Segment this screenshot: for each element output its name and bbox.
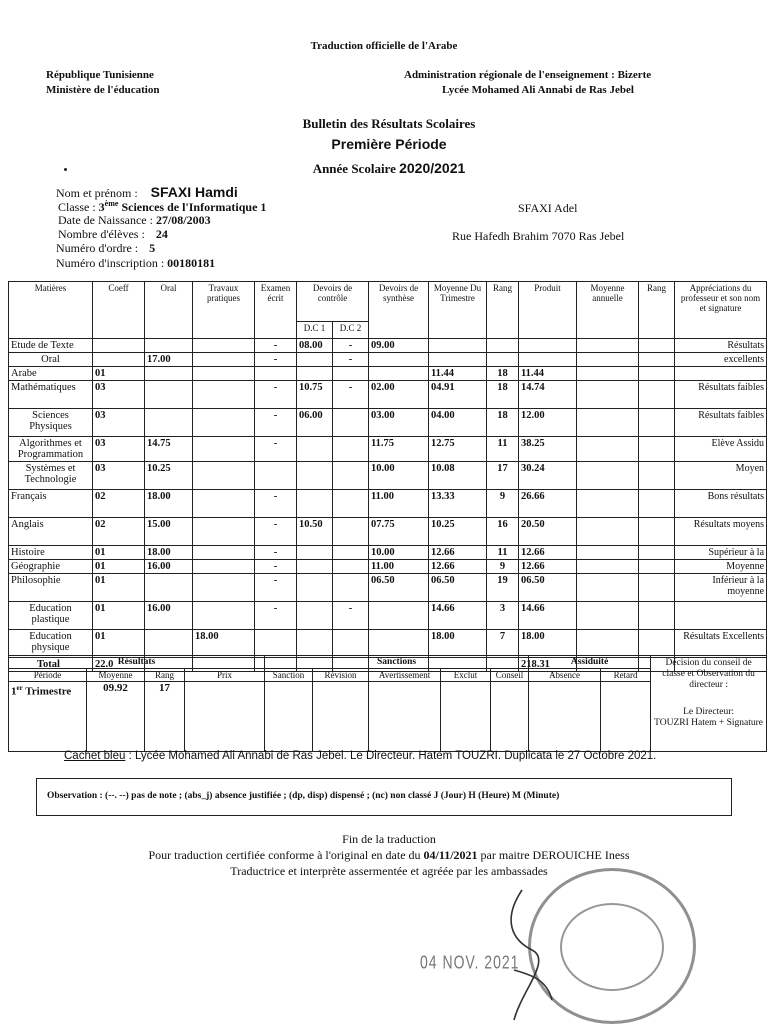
cell-rang: 9 (487, 560, 519, 574)
table-row (9, 353, 767, 367)
header-oral: Oral (145, 282, 193, 339)
cell-rang: 9 (487, 490, 519, 518)
certification-text-b: par maitre DEROUICHE Iness (477, 848, 630, 862)
lycee-label: Lycée Mohamed Ali Annabi de Ras Jebel (442, 84, 634, 96)
cell-empty (577, 437, 639, 462)
cell-oral: 18.00 (145, 546, 193, 560)
decision-label: Décision du conseil de classe et Observation du directeur : (662, 658, 755, 690)
class-num: 3 (98, 200, 105, 214)
cell-prod: 14.66 (519, 602, 577, 630)
cell-dc1 (297, 490, 333, 518)
cell-empty (577, 462, 639, 490)
cell-oral: 16.00 (145, 560, 193, 574)
cell-rang (487, 353, 519, 367)
cell-dc1: 10.75 (297, 381, 333, 409)
cell-ds: 11.75 (369, 437, 429, 462)
cell-dc2 (333, 462, 369, 490)
cell-moy (429, 339, 487, 353)
subject-name: Systèmes et Technologie (9, 462, 93, 490)
cell-moy: 18.00 (429, 630, 487, 658)
dot-mark (64, 168, 67, 171)
cell-appreciation: Bons résultats (675, 490, 767, 518)
cell-appreciation: Elève Assidu (675, 437, 767, 462)
inscription-value: 00180181 (167, 256, 216, 270)
cell-moy: 12.75 (429, 437, 487, 462)
header-moyenne-annuelle: Moyenne annuelle (577, 282, 639, 339)
cell-empty (639, 462, 675, 490)
decision-cell (651, 656, 767, 752)
name-label: Nom et prénom : (56, 186, 138, 200)
cell-ds: 06.50 (369, 574, 429, 602)
rang-header: Rang (145, 669, 185, 682)
cell-empty (639, 518, 675, 546)
school-year-label: Année Scolaire (312, 161, 396, 176)
school-year (0, 160, 768, 177)
cell-coeff: 01 (93, 602, 145, 630)
exclut-header: Exclut (441, 669, 491, 682)
cell-appreciation: Résultats (675, 339, 767, 353)
republic-label: République Tunisienne (46, 69, 154, 81)
cell-moy: 10.25 (429, 518, 487, 546)
cell-moy: 11.44 (429, 367, 487, 381)
cell-empty (577, 381, 639, 409)
cell-empty (577, 353, 639, 367)
cell-tp (193, 602, 255, 630)
cell-ds: 11.00 (369, 490, 429, 518)
document-title: Traduction officielle de l'Arabe (310, 40, 458, 52)
cell-empty (639, 367, 675, 381)
cell-oral: 16.00 (145, 602, 193, 630)
cell-exam: - (255, 437, 297, 462)
cell-ds: 10.00 (369, 546, 429, 560)
school-year-value: 2020/2021 (399, 160, 466, 176)
parent-name: SFAXI Adel (518, 201, 578, 215)
cell-empty (639, 630, 675, 658)
moyenne-value: 09.92 (87, 682, 145, 752)
translator-stamp-inner (560, 903, 664, 991)
cell-ds: 11.00 (369, 560, 429, 574)
header-rang-annuel: Rang (639, 282, 675, 339)
directeur-name: TOUZRI Hatem + Signature (654, 718, 764, 728)
cell-oral: 18.00 (145, 490, 193, 518)
cell-dc1 (297, 546, 333, 560)
table-row (9, 381, 767, 409)
cell-appreciation: Moyenne (675, 560, 767, 574)
table-row (9, 560, 767, 574)
student-order (56, 241, 155, 256)
certification-date: 04/11/2021 (423, 848, 478, 862)
cell-dc2 (333, 409, 369, 437)
cell-coeff: 03 (93, 409, 145, 437)
cell-moy: 06.50 (429, 574, 487, 602)
header-matieres: Matières (9, 282, 93, 339)
sanctions-header: Sanctions (265, 656, 529, 669)
date-stamp: 04 NOV. 2021 (420, 951, 520, 973)
table-row (9, 546, 767, 560)
observation-box (36, 778, 732, 816)
cell-moy: 12.66 (429, 546, 487, 560)
cell-appreciation: Résultats faibles (675, 409, 767, 437)
table-row (9, 630, 767, 658)
cell-dc1 (297, 462, 333, 490)
cell-oral: 17.00 (145, 353, 193, 367)
periode-header: Période (9, 669, 87, 682)
cachet-line (64, 750, 656, 762)
cell-coeff: 03 (93, 381, 145, 409)
table-row (9, 602, 767, 630)
subject-name: Sciences Physiques (9, 409, 93, 437)
ministry-label: Ministère de l'éducation (46, 84, 160, 96)
cell-empty (639, 437, 675, 462)
cell-empty (639, 574, 675, 602)
header-moyenne-trimestre: Moyenne Du Trimestre (429, 282, 487, 339)
cell-dc2: - (333, 381, 369, 409)
cell-exam (255, 462, 297, 490)
cell-dc1: 06.00 (297, 409, 333, 437)
cell-appreciation: Inférieur à la moyenne (675, 574, 767, 602)
subject-name: Etude de Texte (9, 339, 93, 353)
trimestre-sup: er (16, 684, 23, 692)
total-produit: 218.31 (519, 658, 577, 672)
header-appreciations: Appréciations du professeur et son nom et signature (675, 282, 767, 339)
cell-moy (429, 353, 487, 367)
cell-ds (369, 630, 429, 658)
cell-prod: 11.44 (519, 367, 577, 381)
cell-rang: 3 (487, 602, 519, 630)
total-label: Total (9, 658, 93, 672)
cell-empty (639, 490, 675, 518)
cell-ds: 10.00 (369, 462, 429, 490)
cell-coeff (93, 339, 145, 353)
cell-prod: 14.74 (519, 381, 577, 409)
cell-tp: 18.00 (193, 630, 255, 658)
subject-name: Education plastique (9, 602, 93, 630)
inscription-label: Numéro d'inscription : (56, 256, 165, 270)
cell-rang: 7 (487, 630, 519, 658)
absence-header: Absence (529, 669, 601, 682)
cell-dc2 (333, 490, 369, 518)
cell-dc1 (297, 630, 333, 658)
cell-moy: 04.00 (429, 409, 487, 437)
cell-coeff: 01 (93, 574, 145, 602)
cell-dc1 (297, 560, 333, 574)
cell-empty (639, 339, 675, 353)
cell-oral: 15.00 (145, 518, 193, 546)
cell-rang: 18 (487, 367, 519, 381)
cell-coeff: 01 (93, 630, 145, 658)
cell-empty (577, 339, 639, 353)
conseil-header: Conseil (491, 669, 529, 682)
cell-prod (519, 353, 577, 367)
cachet-label: Cachet bleu (64, 750, 126, 762)
cell-tp (193, 490, 255, 518)
order-label: Numéro d'ordre : (56, 241, 139, 255)
header-examen: Examen écrit (255, 282, 297, 339)
grades-body (9, 339, 767, 658)
translator-line: Traductrice et interprète assermentée et agréée par les ambassades (230, 864, 548, 878)
cell-appreciation: Résultats Excellents (675, 630, 767, 658)
cell-ds: 03.00 (369, 409, 429, 437)
cell-empty (577, 574, 639, 602)
administration-label: Administration régionale de l'enseignement : Bizerte (404, 69, 652, 81)
pupils-value: 24 (155, 227, 168, 241)
order-value: 5 (149, 241, 156, 255)
cell-tp (193, 462, 255, 490)
trimestre-word: Trimestre (25, 685, 72, 698)
cell-prod: 26.66 (519, 490, 577, 518)
cell-ds (369, 602, 429, 630)
cell-dc1 (297, 437, 333, 462)
directeur-label: Le Directeur: (683, 707, 735, 717)
cell-rang: 19 (487, 574, 519, 602)
prix-header: Prix (185, 669, 265, 682)
cell-oral (145, 409, 193, 437)
cell-ds: 02.00 (369, 381, 429, 409)
cell-tp (193, 367, 255, 381)
table-row (9, 437, 767, 462)
student-birth (58, 213, 211, 228)
cell-rang: 18 (487, 381, 519, 409)
cell-empty (577, 367, 639, 381)
sanction-header: Sanction (265, 669, 313, 682)
moyenne-header: Moyenne (87, 669, 145, 682)
cell-dc2 (333, 560, 369, 574)
cell-prod: 20.50 (519, 518, 577, 546)
cell-prod: 30.24 (519, 462, 577, 490)
cell-rang: 17 (487, 462, 519, 490)
certification-text-a: Pour traduction certifiée conforme à l'original en date du (148, 848, 424, 862)
period-title: Première Période (331, 136, 447, 152)
cell-tp (193, 574, 255, 602)
cell-exam: - (255, 490, 297, 518)
cell-appreciation: Supérieur à la (675, 546, 767, 560)
cell-empty (577, 518, 639, 546)
cell-appreciation (675, 367, 767, 381)
cell-empty (577, 490, 639, 518)
cell-empty (639, 602, 675, 630)
cell-exam: - (255, 546, 297, 560)
cell-dc2 (333, 367, 369, 381)
cell-rang: 18 (487, 409, 519, 437)
student-pupils (58, 227, 168, 242)
table-row (9, 574, 767, 602)
cell-dc1: 10.50 (297, 518, 333, 546)
cell-empty (577, 546, 639, 560)
cell-exam: - (255, 409, 297, 437)
header-dc1: D.C 1 (297, 322, 333, 339)
cell-rang: 11 (487, 437, 519, 462)
cell-dc2: - (333, 353, 369, 367)
cell-coeff: 02 (93, 490, 145, 518)
cell-dc1: 08.00 (297, 339, 333, 353)
name-value: SFAXI Hamdi (150, 184, 238, 200)
table-row (9, 462, 767, 490)
table-row (9, 409, 767, 437)
cell-dc1 (297, 367, 333, 381)
cell-appreciation: Résultats moyens (675, 518, 767, 546)
subject-name: Algorithmes et Programmation (9, 437, 93, 462)
cell-empty (639, 546, 675, 560)
header-devoirs-controle: Devoirs de contrôle (297, 282, 369, 322)
cell-dc2 (333, 437, 369, 462)
cell-exam: - (255, 339, 297, 353)
cell-dc1 (297, 574, 333, 602)
cell-exam (255, 630, 297, 658)
table-row (9, 339, 767, 353)
revision-header: Révision (313, 669, 369, 682)
cell-coeff: 01 (93, 560, 145, 574)
cell-tp (193, 518, 255, 546)
cell-exam (255, 367, 297, 381)
subject-name: Géographie (9, 560, 93, 574)
header-travaux: Travaux pratiques (193, 282, 255, 339)
cell-empty (577, 602, 639, 630)
cell-dc2 (333, 518, 369, 546)
header-rang: Rang (487, 282, 519, 339)
rang-value: 17 (145, 682, 185, 752)
header-coeff: Coeff (93, 282, 145, 339)
cell-coeff: 03 (93, 462, 145, 490)
grades-table (8, 281, 767, 672)
cell-oral (145, 367, 193, 381)
cell-prod: 12.66 (519, 560, 577, 574)
pupils-label: Nombre d'élèves : (58, 227, 145, 241)
header-devoirs-synthese: Devoirs de synthèse (369, 282, 429, 339)
cell-oral (145, 574, 193, 602)
cell-prod: 12.00 (519, 409, 577, 437)
cell-tp (193, 381, 255, 409)
assiduite-header: Assiduité (529, 656, 651, 669)
header-produit: Produit (519, 282, 577, 339)
cell-dc2 (333, 630, 369, 658)
cell-exam: - (255, 518, 297, 546)
end-translation: Fin de la traduction (342, 832, 436, 846)
avertissement-header: Avertissement (369, 669, 441, 682)
birth-label: Date de Naissance : (58, 213, 153, 227)
cell-oral: 14.75 (145, 437, 193, 462)
cell-tp (193, 560, 255, 574)
cell-coeff: 02 (93, 518, 145, 546)
cell-tp (193, 546, 255, 560)
cell-exam: - (255, 574, 297, 602)
cell-appreciation: Résultats faibles (675, 381, 767, 409)
cell-moy: 04.91 (429, 381, 487, 409)
cell-moy: 10.08 (429, 462, 487, 490)
subject-name: Education physique (9, 630, 93, 658)
cell-ds: 09.00 (369, 339, 429, 353)
cell-moy: 12.66 (429, 560, 487, 574)
resultats-header: Résultats (9, 656, 265, 669)
cell-empty (639, 409, 675, 437)
cell-moy: 14.66 (429, 602, 487, 630)
cell-dc2 (333, 546, 369, 560)
cell-coeff: 01 (93, 367, 145, 381)
cell-exam: - (255, 381, 297, 409)
cell-oral (145, 381, 193, 409)
cell-coeff: 03 (93, 437, 145, 462)
total-coeff: 22.0 (93, 658, 145, 672)
cell-appreciation: excellents (675, 353, 767, 367)
cell-oral (145, 630, 193, 658)
cell-coeff: 01 (93, 546, 145, 560)
cell-prod: 12.66 (519, 546, 577, 560)
cell-appreciation: Moyen (675, 462, 767, 490)
certification-line (0, 848, 768, 863)
observation-text: Observation : (--. --) pas de note ; (abs_j) absence justifiée ; (dp, disp) dispensé ; (nc) non classé J (Jour) H (Heure) M (Minute) (47, 791, 560, 801)
cell-tp (193, 353, 255, 367)
cell-oral (145, 339, 193, 353)
cell-exam: - (255, 560, 297, 574)
cell-dc1 (297, 353, 333, 367)
cell-tp (193, 437, 255, 462)
cell-rang: 16 (487, 518, 519, 546)
cell-prod: 06.50 (519, 574, 577, 602)
student-inscription (56, 256, 215, 271)
cell-rang (487, 339, 519, 353)
cell-empty (577, 560, 639, 574)
header-dc2: D.C 2 (333, 322, 369, 339)
cell-dc1 (297, 602, 333, 630)
cell-rang: 11 (487, 546, 519, 560)
cell-appreciation (675, 602, 767, 630)
cell-dc2: - (333, 339, 369, 353)
subject-name: Mathématiques (9, 381, 93, 409)
subject-name: Arabe (9, 367, 93, 381)
bulletin-title: Bulletin des Résultats Scolaires (302, 116, 476, 131)
trimestre-num: 1 (11, 685, 17, 698)
cell-tp (193, 409, 255, 437)
table-row (9, 490, 767, 518)
cell-dc2: - (333, 602, 369, 630)
cell-ds (369, 367, 429, 381)
cell-prod: 38.25 (519, 437, 577, 462)
trimestre-cell (9, 682, 87, 752)
subject-name: Anglais (9, 518, 93, 546)
cell-ds: 07.75 (369, 518, 429, 546)
cell-empty (639, 353, 675, 367)
cell-moy: 13.33 (429, 490, 487, 518)
cell-ds (369, 353, 429, 367)
class-value: Sciences de l'Informatique 1 (121, 200, 267, 214)
cell-tp (193, 339, 255, 353)
birth-value: 27/08/2003 (155, 213, 211, 227)
class-sup: ème (104, 199, 119, 208)
cell-empty (577, 409, 639, 437)
class-label: Classe : (58, 200, 96, 214)
subject-name: Histoire (9, 546, 93, 560)
cell-empty (639, 381, 675, 409)
cell-coeff (93, 353, 145, 367)
subject-name: Philosophie (9, 574, 93, 602)
cell-oral: 10.25 (145, 462, 193, 490)
cell-prod: 18.00 (519, 630, 577, 658)
cell-exam: - (255, 353, 297, 367)
subject-name: Oral (9, 353, 93, 367)
table-row (9, 518, 767, 546)
table-row (9, 367, 767, 381)
address: Rue Hafedh Brahim 7070 Ras Jebel (452, 229, 625, 243)
cachet-text: : Lycée Mohamed Ali Annabi de Ras Jebel. Le Directeur. Hatem TOUZRI. Duplicata le 27 Octobre 2021. (125, 750, 657, 762)
cell-empty (577, 630, 639, 658)
cell-dc2 (333, 574, 369, 602)
summary-table (8, 655, 767, 752)
subject-name: Français (9, 490, 93, 518)
cell-empty (639, 560, 675, 574)
cell-prod (519, 339, 577, 353)
cell-exam: - (255, 602, 297, 630)
retard-header: Retard (601, 669, 651, 682)
